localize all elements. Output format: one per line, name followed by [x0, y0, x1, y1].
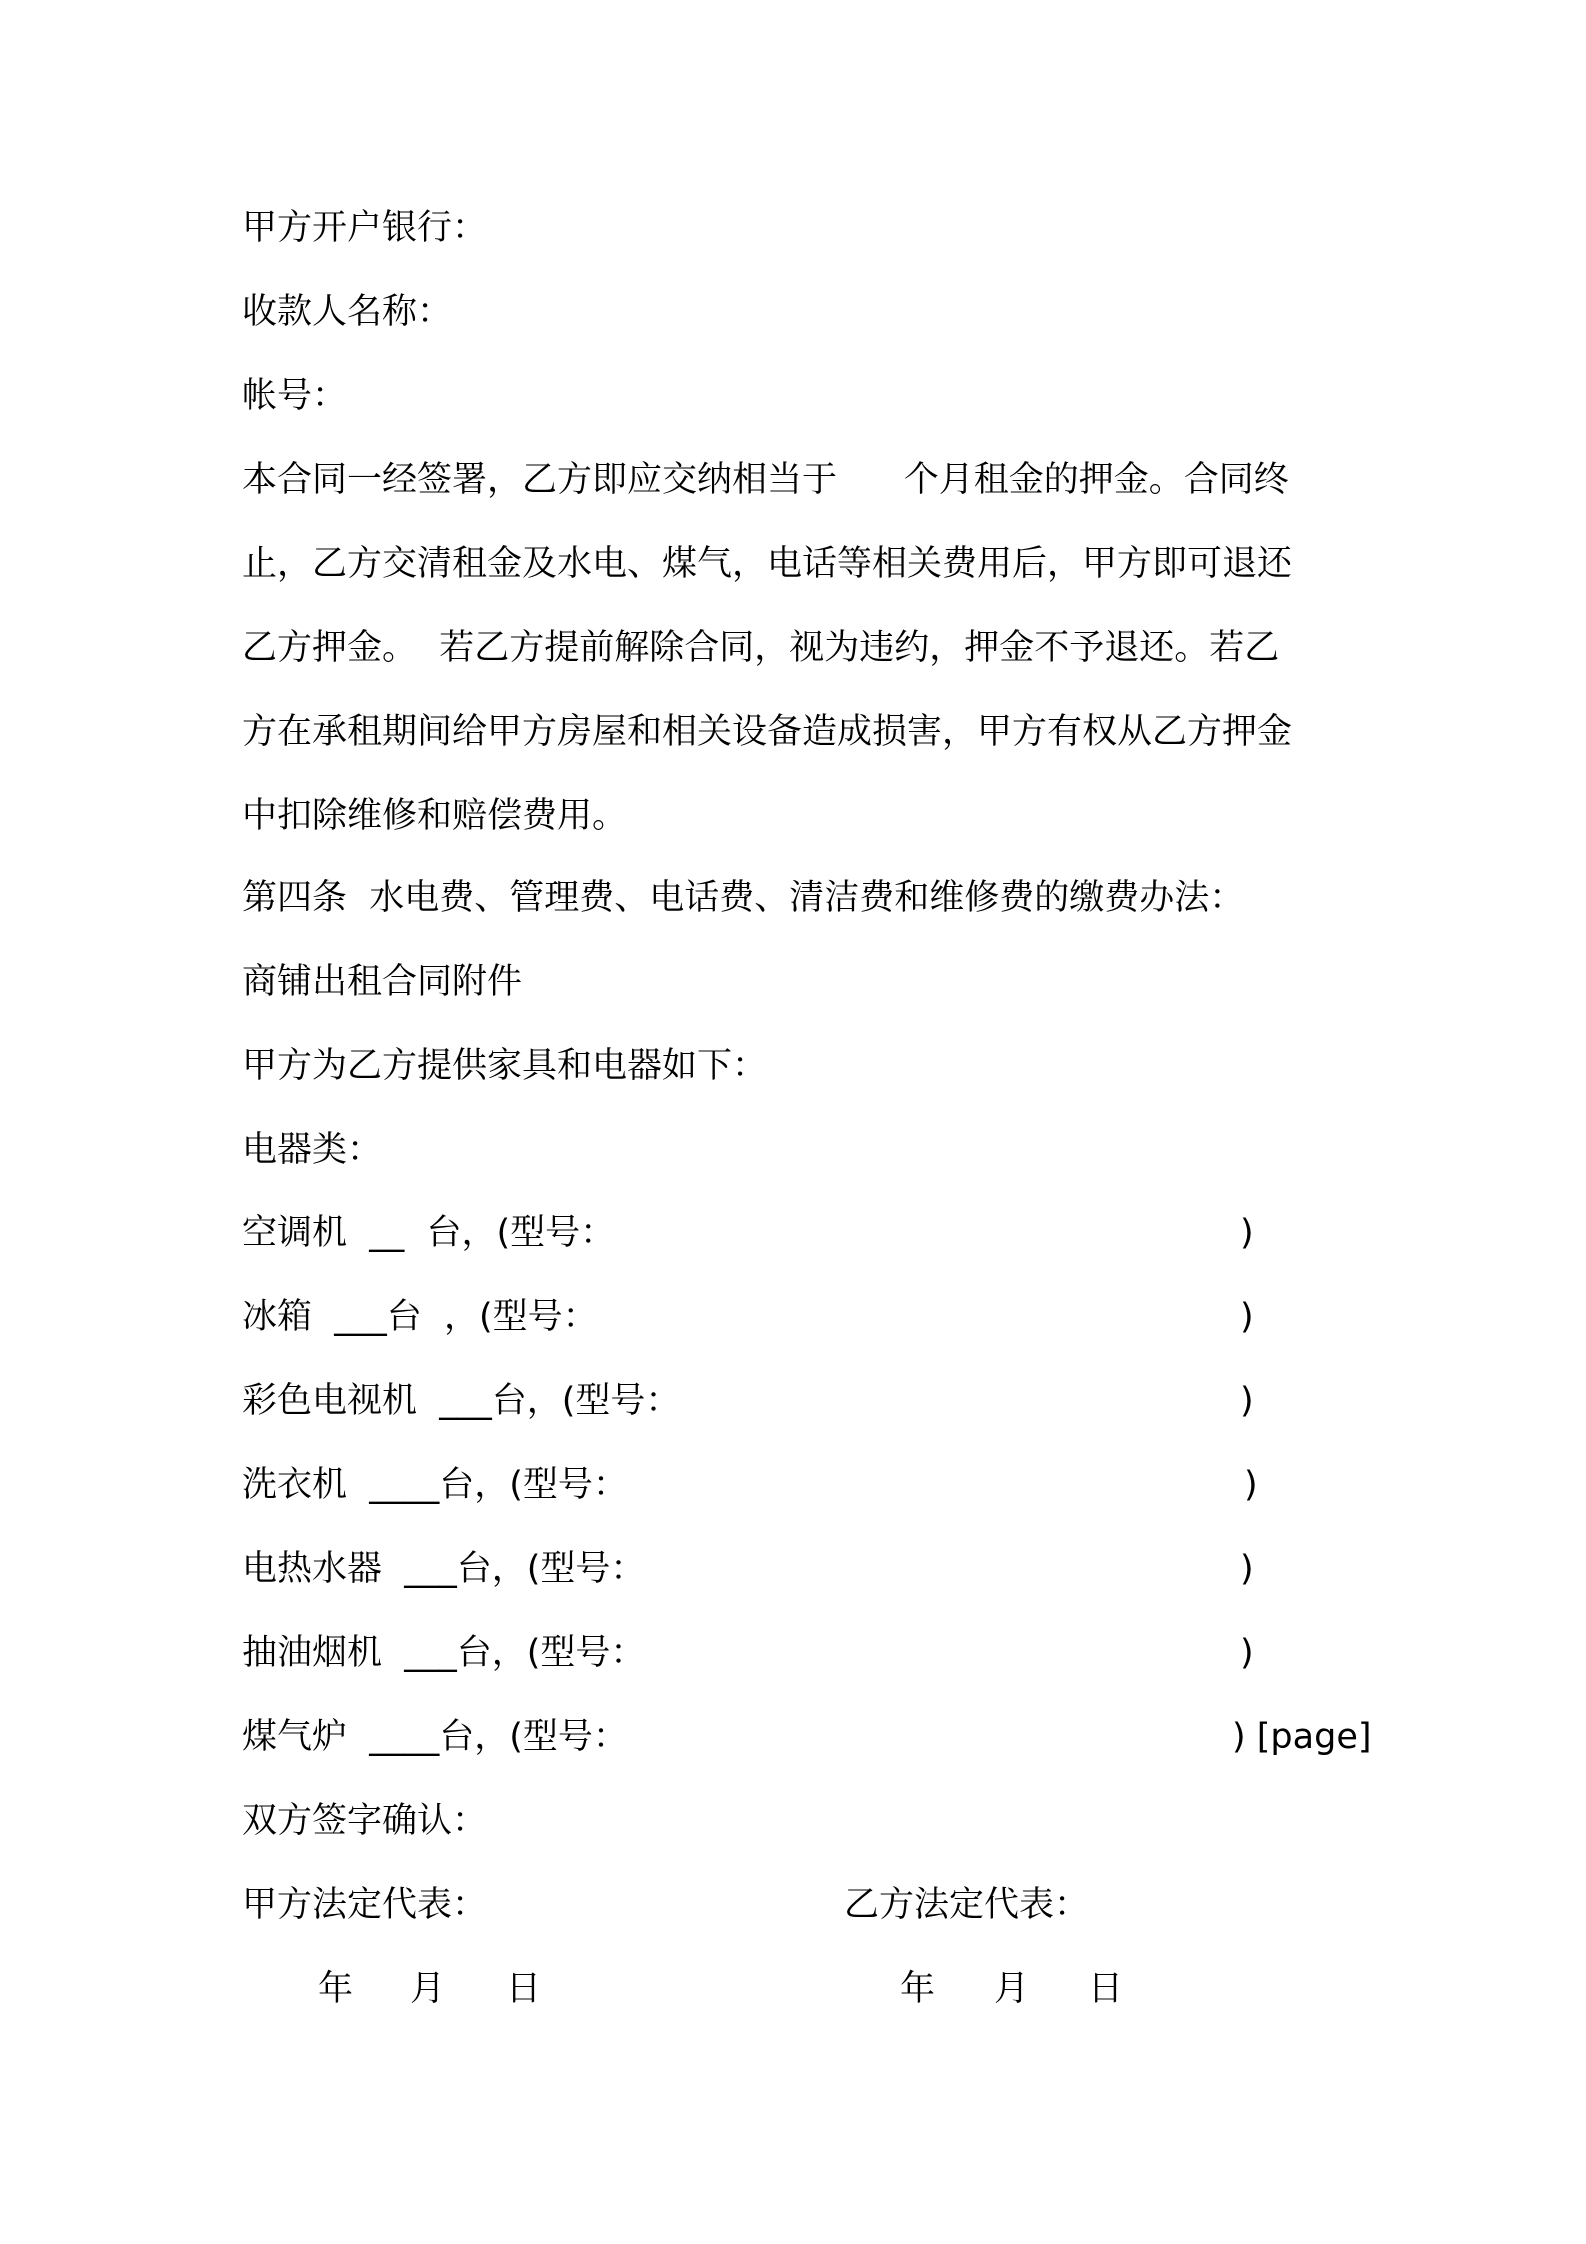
appliance-row-washer: 洗衣机 ____台，(型号：	[242, 1465, 628, 1505]
appliance-close: )	[1240, 1549, 1254, 1589]
appliance-close: )	[1240, 1213, 1254, 1253]
deposit-paragraph	[242, 438, 1354, 858]
party-b-year: 年	[900, 1969, 936, 2009]
appliance-row-tv: 彩色电视机 ___台，(型号：	[242, 1381, 681, 1421]
bank-label: 甲方开户银行：	[242, 208, 488, 248]
deposit-line: 中扣除维修和赔偿费用。	[242, 796, 628, 836]
appliance-close: )	[1240, 1633, 1254, 1673]
appliance-row-aircon: 空调机 __ 台，(型号：	[242, 1213, 616, 1253]
appliance-close: )	[1240, 1297, 1254, 1337]
appliance-heading: 电器类：	[242, 1130, 383, 1170]
party-a-year: 年	[318, 1969, 354, 2009]
appliance-row-fridge: 冰箱 ___台 ，(型号：	[242, 1297, 598, 1337]
deposit-line: 乙方押金。 若乙方提前解除合同，视为违约，押金不予退还。若乙	[242, 628, 1280, 668]
appliance-row-gas-stove: 煤气炉 ____台，(型号：	[242, 1717, 628, 1757]
deposit-line: 方在承租期间给甲方房屋和相关设备造成损害，甲方有权从乙方押金	[242, 712, 1293, 752]
signature-confirm: 双方签字确认：	[242, 1801, 488, 1841]
article-4-heading: 第四条 水电费、管理费、电话费、清洁费和维修费的缴费办法：	[242, 878, 1245, 918]
furnish-intro: 甲方为乙方提供家具和电器如下：	[242, 1046, 768, 1086]
party-b-month: 月	[994, 1969, 1030, 2009]
party-a-day: 日	[506, 1969, 542, 2009]
appliance-row-water-heater: 电热水器 ___台，(型号：	[242, 1549, 646, 1589]
party-a-month: 月	[410, 1969, 446, 2009]
payee-label: 收款人名称：	[242, 292, 453, 332]
attachment-title: 商铺出租合同附件	[242, 962, 523, 1002]
appliance-row-range-hood: 抽油烟机 ___台，(型号：	[242, 1633, 646, 1673]
party-b-rep-label: 乙方法定代表：	[844, 1885, 1090, 1925]
party-b-day: 日	[1088, 1969, 1124, 2009]
appliance-close: )	[1240, 1381, 1254, 1421]
account-label: 帐号：	[242, 376, 348, 416]
deposit-line: 止，乙方交清租金及水电、煤气，电话等相关费用后，甲方即可退还	[242, 544, 1293, 584]
deposit-line: 本合同一经签署，乙方即应交纳相当于 个月租金的押金。合同终	[242, 460, 1289, 500]
party-a-rep-label: 甲方法定代表：	[242, 1885, 488, 1925]
appliance-close-page-tag: ) [page]	[1232, 1717, 1372, 1757]
appliance-close: )	[1244, 1465, 1258, 1505]
